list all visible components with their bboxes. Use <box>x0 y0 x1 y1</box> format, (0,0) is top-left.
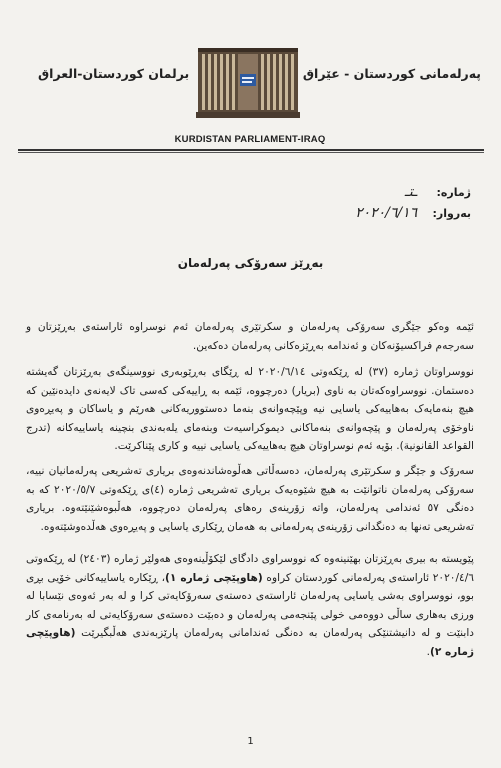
paragraph-4-text-a: پێویستە بە بیری بەڕێزتان بهێنینەوە کە نووسراوی دادگای لێکۆڵینەوەی هەولێر ژمارە (٢٤٠٣) لە ڕێکەوتی ٢٠٢٠/٤/٦ ئاراستەی پەرلەمانی کوردستان کراوە <box>26 553 474 584</box>
reference-date-value: ٢٠٢٠/٦/١٦ <box>355 205 418 221</box>
attachment-1-ref: (هاوپێچی ژمارە ١) <box>165 571 263 584</box>
addressee-line: بەڕێز سەرۆکی پەرلەمان <box>177 256 324 270</box>
paragraph-2: نووسراوتان ژمارە (٣٧) لە ڕێکەوتی ٢٠٢٠/٦/١٤ لە ڕێگای بەڕێوبەری نووسینگەی بەڕێزتان گەیشتە دەستمان. نووسراوەکەتان بە ناوی (بریار) دەرچووە، ئێمە بە ڕاییەکی کەسی تاک لایەنەی دایدەنێین کە هیچ بنەمایەک بەهاییەکی یاسایی نیە وپێچەوانەی بنەما دەستووریەکانی هەرێم و یاساکان و پەیڕەوی ناوخۆی پەرلەمان و پێچەوانەی بنەماکانی دیموکراسیەت وبنەمای یلەبەندی بنچینە یاساییەکانە (تدرج القواعد القانونية). بۆیە ئەم نوسراوتان هیچ بەهاییەکی یاسایی نییە و کاری پێناکرێت. <box>26 366 475 452</box>
paragraph-4-text-b: ، ڕێکارە یاساییەکانی خۆیی بڕی بوو، نووسراوی بەشی یاسایی پەرلەمان ئاراستەی دەستەی سەرۆکایەتی کرا و لە بەر ئەوەی نێسابا لە ورزی بەهاری ساڵی دووەمی خولی پێنجەمی پەرلەمان و دەبێت دەستەی سەرۆکایەتی لە بەرنامەی کار دابنێت و لە دانیشتنێکی پەرلەمان بە دەنگی ئەندامانی پەرلەمان پارێزبەندی هەڵبگیرێت <box>26 571 474 639</box>
paragraph-1: ئێمە وەکو جێگری سەرۆکی پەرلەمان و سکرتێری پەرلەمان ئەم نوسراوە ئاراستەی بەڕێزتان و سەرجەم فراکسیۆنەکان و ئەندامە بەڕێزەکانی پەرلەمان دەکەین. <box>26 321 474 352</box>
attachment-2-ref: (هاوپێچی ژمارە ٢) <box>26 627 474 658</box>
paragraph-4 <box>26 550 474 661</box>
reference-number-label: ژمارە: <box>436 186 471 199</box>
reference-number-row <box>271 184 471 200</box>
paragraph-3: سەرۆک و جێگر و سکرتێری پەرلەمان، دەسەڵاتی هەڵوەشاندنەوەی بریاری تەشریعی پەرلەمانیان نییە، سەرۆکی پەرلەمان ناتوانێت بە هیچ شێوەیەک بریاری تەشریعی ژمارە (٤)ی ڕێکەوتی ٢٠٢٠/٥/٧ کە بە دەنگی ٥٧ ئەندامی پەرلەمان، واتە زۆرینەی رەهای پەرلەمان دەرچووە، هەڵبوەشێنێتەوە. بریاری تەشریعی تەنها بە دەنگدانی زۆرینەی پەرلەمانی بە هەمان ڕێکاری یاسایی و پەیڕەوی هەڵدەوشێتەوە. <box>26 465 474 533</box>
logo-caption: KURDISTAN PARLIAMENT-IRAQ <box>174 134 326 145</box>
header-divider-thin <box>18 152 484 153</box>
page-number: 1 <box>247 736 254 747</box>
header-title-kurdish: پەرلەمانی کوردستان - عێراق <box>302 66 481 81</box>
reference-date-label: بەروار: <box>432 207 471 220</box>
reference-date-row <box>271 205 471 221</box>
header-divider <box>18 149 484 151</box>
header-title-arabic: برلمان كوردستان-العراق <box>38 66 190 81</box>
paragraph-4-text-c: . <box>426 645 430 658</box>
parliament-building-logo <box>196 40 300 120</box>
reference-number-value: ـتـ <box>404 184 418 200</box>
